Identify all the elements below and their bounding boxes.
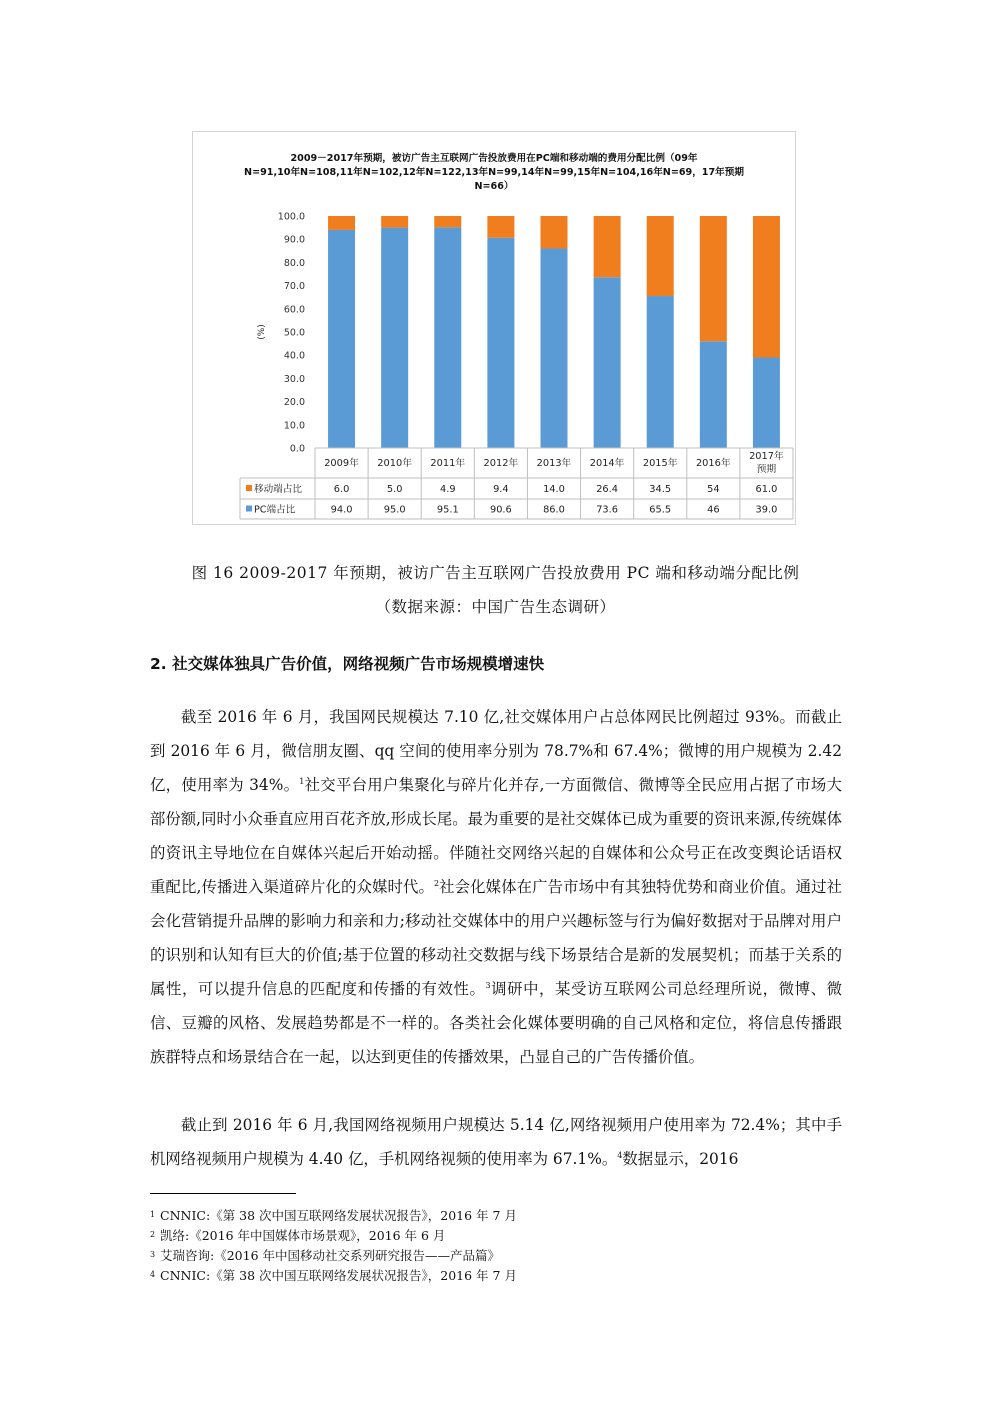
y-tick-label: 50.0 <box>283 327 305 339</box>
bar-pc-4 <box>487 238 514 448</box>
data-label: 65.5 <box>649 504 672 516</box>
data-label: 26.4 <box>596 484 619 495</box>
footnote-mark: 2 <box>150 1230 156 1239</box>
chart-title-line-3: N=66） <box>474 181 514 192</box>
x-category-label: 2011年 <box>430 458 466 469</box>
figure-caption: 图 16 2009-2017 年预期，被访广告主互联网广告投放费用 PC 端和移动端分配比例 <box>191 564 800 582</box>
y-tick-label: 60.0 <box>283 304 305 316</box>
paragraph-text: 截止到 2016 年 6 月,我国网络视频用户规模达 5.14 亿,网络视频用户使用率为 72.4%；其中手机网络视频用户规模为 4.40 亿，手机网络视频的使用率为 67.1%。 <box>150 1116 842 1168</box>
legend-label: 移动端占比 <box>254 484 302 495</box>
footnote-mark: 4 <box>150 1270 156 1279</box>
footnote-text: 凯络:《2016 年中国媒体市场景观》，2016 年 6 月 <box>160 1228 446 1243</box>
y-tick-label: 0.0 <box>289 443 305 455</box>
bar-pc-6 <box>594 277 621 448</box>
bar-pc-8 <box>700 341 727 448</box>
data-label: 9.4 <box>493 484 509 495</box>
footnote-text: CNNIC:《第 38 次中国互联网络发展状况报告》，2016 年 7 月 <box>160 1268 517 1283</box>
y-tick-label: 100.0 <box>277 211 305 223</box>
y-tick-label: 10.0 <box>283 420 305 432</box>
data-label: 95.1 <box>436 504 459 516</box>
x-category-label: 2010年 <box>377 458 413 469</box>
chart-canvas <box>193 132 795 524</box>
chart-title-line-2: N=91,10年N=108,11年N=102,12年N=122,13年N=99,14年N=99,15年N=104,16年N=69，17年预期 <box>244 167 744 178</box>
x-category-label: 2015年 <box>642 458 678 469</box>
footnote-2 <box>150 1225 842 1245</box>
footnote-mark: 3 <box>150 1250 156 1259</box>
paragraph-text: 调研中，某受访互联网公司总经理所说，微博、微信、豆瓣的风格、发展趋势都是不一样的。各类社会化媒体要明确的自己风格和定位，将信息传播跟族群特点和场景结合在一起，以达到更佳的传播效果，凸显自己的广告传播价值。 <box>150 980 842 1066</box>
data-label: 39.0 <box>755 504 778 516</box>
bar-pc-9 <box>753 358 780 448</box>
paragraph-text: 社交平台用户集聚化与碎片化并存,一方面微信、微博等全民应用占据了市场大部份额,同时小众垂直应用百花齐放,形成长尾。最为重要的是社交媒体已成为重要的资讯来源,传统媒体的资讯主导地位在自媒体兴起后开始动摇。伴随社交网络兴起的自媒体和公众号正在改变舆论话语权重配比,传播进入渠道碎片化的众媒时代。 <box>150 776 842 896</box>
paragraph-text: 社会化媒体在广告市场中有其独特优势和商业价值。通过社会化营销提升品牌的影响力和亲和力;移动社交媒体中的用户兴趣标签与行为偏好数据对于品牌对用户的识别和认知有巨大的价值;基于位置的移动社交数据与线下场景结合是新的发展契机；而基于关系的属性，可以提升信息的匹配度和传播的有效性。 <box>150 878 842 998</box>
data-label: 95.0 <box>383 504 406 516</box>
bar-mobile-1 <box>328 216 355 230</box>
legend-swatch <box>246 506 252 512</box>
data-label: 6.0 <box>333 484 350 495</box>
y-tick-label: 20.0 <box>283 397 305 409</box>
y-axis <box>278 212 305 455</box>
bar-pc-1 <box>328 230 355 448</box>
bar-pc-5 <box>541 248 568 448</box>
data-label: 61.0 <box>755 484 778 495</box>
bar-mobile-5 <box>541 216 568 248</box>
footnote-4 <box>150 1265 842 1285</box>
chart-title <box>244 152 744 192</box>
footnotes <box>150 1205 842 1285</box>
bar-pc-2 <box>381 228 408 448</box>
y-tick-label: 80.0 <box>283 257 305 269</box>
footnote-ref[interactable]: 2 <box>433 879 440 888</box>
paragraph-social-media <box>150 700 842 1074</box>
data-label: 73.6 <box>596 504 619 516</box>
paragraph-video <box>150 1108 842 1176</box>
chart-title-line-1: 2009－2017年预期，被访广告主互联网广告投放费用在PC端和移动端的费用分配比例（09年 <box>290 153 698 164</box>
data-label: 14.0 <box>543 484 565 495</box>
paragraph-text: 数据显示，2016 <box>622 1150 739 1168</box>
data-label: 46 <box>707 504 720 516</box>
data-label: 5.0 <box>386 484 403 495</box>
paragraph-text: 截至 2016 年 6 月，我国网民规模达 7.10 亿,社交媒体用户占总体网民比例超过 93%。而截止到 2016 年 6 月，微信朋友圈、qq 空间的使用率分别为 78.7%和 67.4%；微博的用户规模为 2.42 亿，使用率为 34%。 <box>150 708 842 794</box>
footnote-ref[interactable]: 1 <box>299 777 305 786</box>
y-tick-label: 40.0 <box>283 350 305 362</box>
x-category-label: 2012年 <box>483 458 519 469</box>
y-tick-label: 90.0 <box>283 234 305 246</box>
y-tick-label: 70.0 <box>283 281 305 293</box>
footnote-1 <box>150 1205 842 1225</box>
footnote-text: 艾瑞咨询:《2016 年中国移动社交系列研究报告——产品篇》 <box>160 1248 500 1263</box>
legend-swatch <box>246 485 252 491</box>
bar-pc-3 <box>434 227 461 448</box>
bar-mobile-3 <box>434 216 461 227</box>
bar-mobile-9 <box>753 216 780 358</box>
footnote-mark: 1 <box>150 1210 156 1219</box>
y-tick-label: 30.0 <box>283 373 305 385</box>
y-axis-label: (%) <box>257 324 267 340</box>
footnote-3 <box>150 1245 842 1265</box>
data-label: 94.0 <box>330 504 353 516</box>
bar-mobile-7 <box>647 216 674 296</box>
data-table <box>240 448 793 519</box>
bar-mobile-2 <box>381 216 408 228</box>
figure-source: （数据来源：中国广告生态调研） <box>375 598 616 616</box>
x-category-label: 2014年 <box>589 458 625 469</box>
data-label: 34.5 <box>649 484 672 495</box>
footnote-divider <box>150 1193 296 1194</box>
data-label: 86.0 <box>543 504 565 516</box>
bar-mobile-6 <box>594 216 621 277</box>
x-category-label: 2009年 <box>324 458 359 469</box>
section-heading: 2. 社交媒体独具广告价值，网络视频广告市场规模增速快 <box>150 655 545 673</box>
stacked-bar-chart <box>192 131 796 525</box>
footnote-ref[interactable]: 3 <box>485 981 491 990</box>
bar-mobile-8 <box>700 216 727 341</box>
bar-pc-7 <box>647 296 674 448</box>
footnote-ref[interactable]: 4 <box>617 1151 623 1160</box>
x-category-label: 2013年 <box>536 458 572 469</box>
footnote-text: CNNIC:《第 38 次中国互联网络发展状况报告》，2016 年 7 月 <box>160 1208 517 1223</box>
data-label: 90.6 <box>489 504 512 516</box>
x-category-label: 2016年 <box>695 458 731 469</box>
data-label: 4.9 <box>439 484 456 495</box>
x-category-label: 2017年 <box>749 451 784 462</box>
x-category-label: 预期 <box>756 464 777 475</box>
bars <box>328 216 780 448</box>
bar-mobile-4 <box>487 216 514 238</box>
legend-label: PC端占比 <box>254 504 296 516</box>
data-label: 54 <box>707 484 720 495</box>
